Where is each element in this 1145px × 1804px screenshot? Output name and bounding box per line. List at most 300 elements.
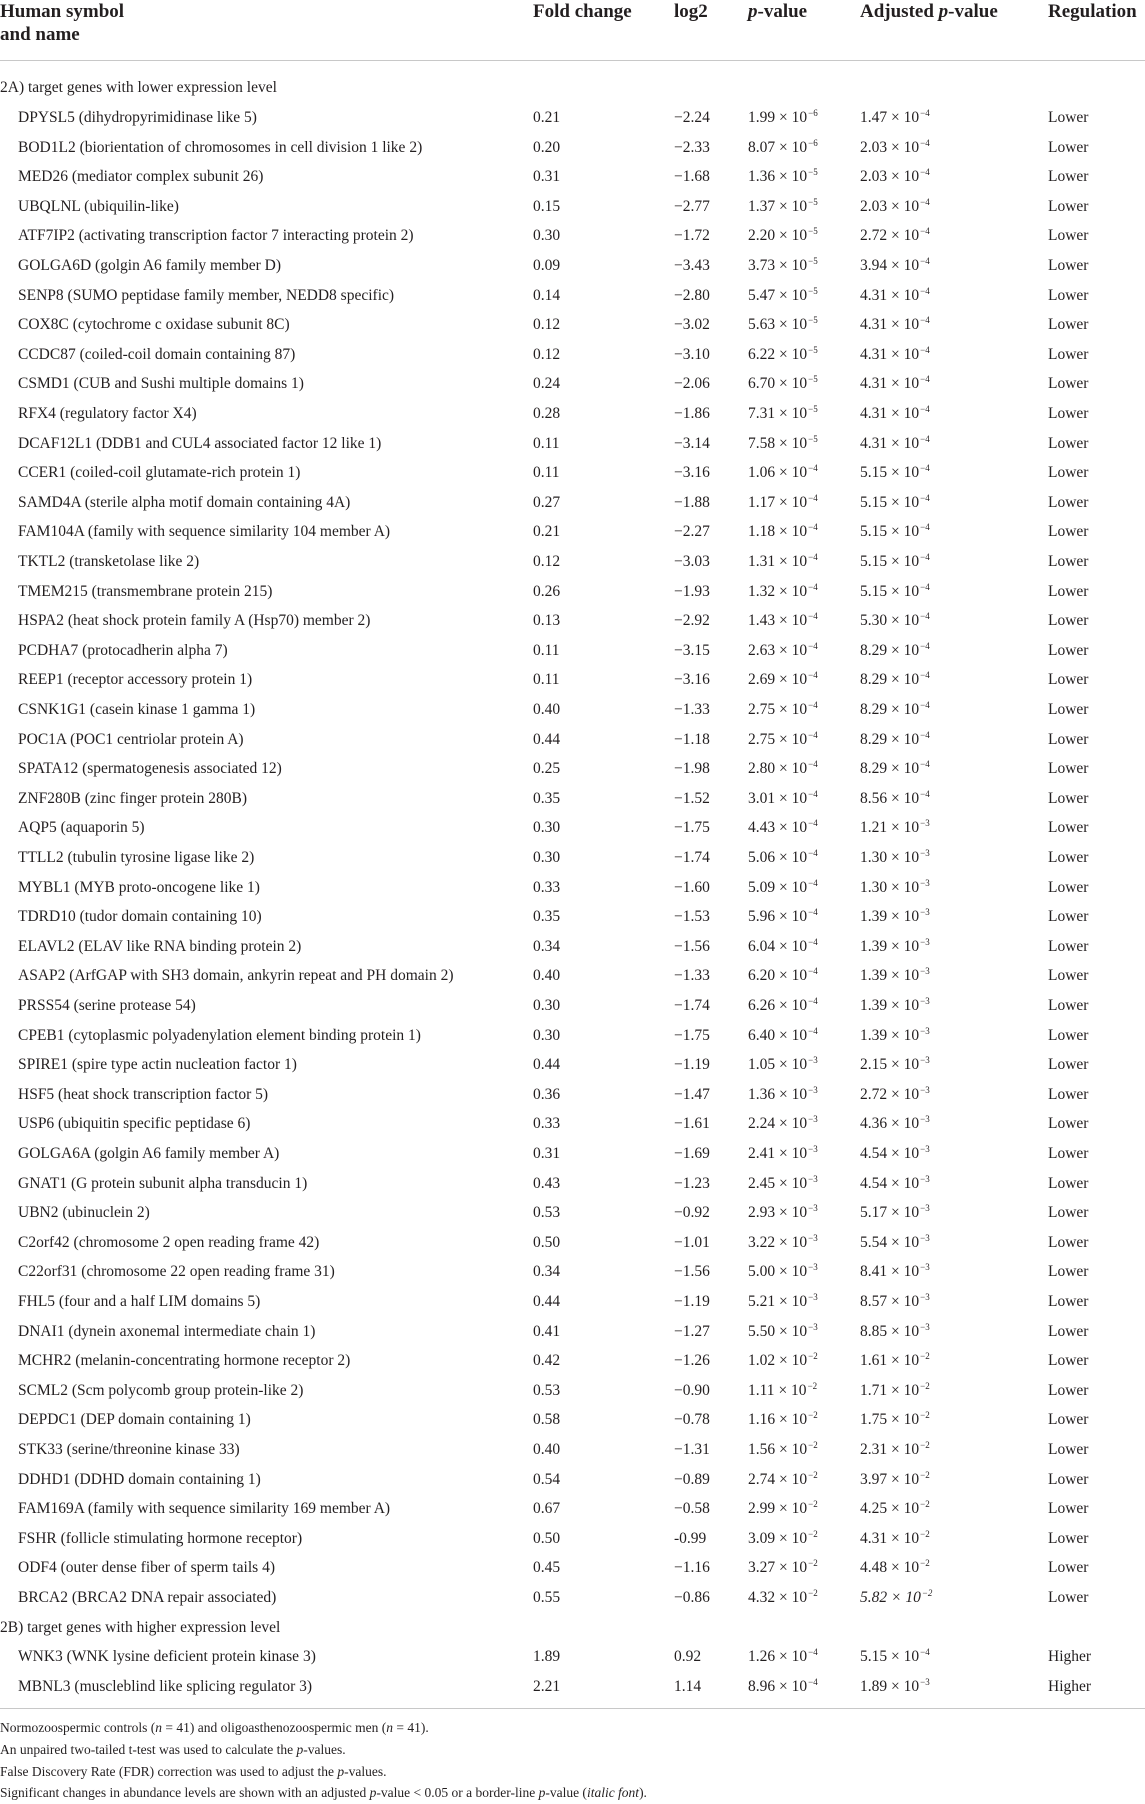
regulation: Lower bbox=[1048, 908, 1089, 926]
gene-name: DPYSL5 (dihydropyrimidinase like 5) bbox=[18, 109, 257, 126]
times-ten: × 10 bbox=[887, 405, 920, 422]
adjusted-p-value-exponent: −2 bbox=[920, 1499, 930, 1510]
regulation: Lower bbox=[1048, 641, 1089, 659]
p-value bbox=[748, 192, 818, 224]
table-row bbox=[0, 1169, 1145, 1199]
table-row bbox=[0, 784, 1145, 814]
adjusted-p-value-mantissa: 2.72 bbox=[860, 1085, 888, 1103]
log2: −1.31 bbox=[674, 1441, 710, 1458]
log2: −2.77 bbox=[674, 197, 710, 215]
times-ten: × 10 bbox=[775, 1085, 808, 1103]
adjusted-p-value-exponent: −4 bbox=[920, 492, 930, 503]
adjusted-p-value bbox=[860, 488, 930, 520]
p-value-exponent: −3 bbox=[808, 1232, 818, 1243]
fold-change: 0.24 bbox=[533, 375, 561, 393]
p-value-mantissa: 1.06 bbox=[748, 464, 776, 482]
adjusted-p-value-exponent: −3 bbox=[920, 1025, 930, 1036]
adjusted-p-value bbox=[860, 221, 930, 253]
p-value-exponent: −5 bbox=[808, 344, 818, 355]
times-ten: × 10 bbox=[775, 789, 808, 807]
log2: −1.26 bbox=[674, 1352, 710, 1370]
fold-change: 0.25 bbox=[533, 760, 561, 778]
p-value-exponent: −3 bbox=[808, 1321, 818, 1332]
regulation: Lower bbox=[1048, 286, 1089, 304]
fold-change: 0.35 bbox=[533, 789, 561, 807]
adjusted-p-value bbox=[860, 1435, 930, 1467]
adjusted-p-value bbox=[860, 1198, 930, 1230]
times-ten: × 10 bbox=[775, 937, 808, 955]
log2: −1.52 bbox=[674, 789, 710, 807]
table-row bbox=[0, 873, 1145, 903]
log2: −1.74 bbox=[674, 997, 710, 1014]
times-ten: × 10 bbox=[775, 434, 808, 452]
gene-name: CPEB1 (cytoplasmic polyadenylation element binding protein 1) bbox=[18, 1026, 421, 1044]
log2: −3.02 bbox=[674, 316, 710, 334]
p-value-exponent: −5 bbox=[808, 226, 818, 237]
log2: −0.58 bbox=[674, 1500, 710, 1518]
times-ten: × 10 bbox=[887, 1677, 920, 1695]
times-ten: × 10 bbox=[887, 1470, 920, 1488]
gene-name: SPATA12 (spermatogenesis associated 12) bbox=[18, 760, 282, 778]
adjusted-p-value-mantissa: 4.31 bbox=[860, 1529, 888, 1547]
log2: −1.75 bbox=[674, 1026, 710, 1044]
times-ten: × 10 bbox=[775, 1293, 808, 1310]
p-value-exponent: −3 bbox=[808, 1292, 818, 1302]
adjusted-p-value-mantissa: 1.89 bbox=[860, 1677, 888, 1695]
adjusted-p-value bbox=[860, 1317, 930, 1349]
adjusted-p-value-mantissa: 1.39 bbox=[860, 997, 888, 1014]
p-value-mantissa: 1.02 bbox=[748, 1352, 776, 1370]
adjusted-p-value-exponent: −4 bbox=[920, 404, 930, 414]
p-value-mantissa: 6.04 bbox=[748, 937, 776, 955]
log2: −3.03 bbox=[674, 553, 710, 570]
fold-change: 0.11 bbox=[533, 671, 560, 689]
adjusted-p-value-exponent: −2 bbox=[920, 1351, 930, 1362]
adjusted-p-value bbox=[860, 843, 930, 875]
p-value-exponent: −5 bbox=[808, 196, 818, 207]
adjusted-p-value bbox=[860, 1021, 930, 1053]
log2: −3.16 bbox=[674, 671, 710, 689]
p-value bbox=[748, 1317, 818, 1349]
adjusted-p-value bbox=[860, 1524, 930, 1556]
times-ten: × 10 bbox=[775, 168, 808, 186]
adjusted-p-value bbox=[860, 873, 930, 905]
adjusted-p-value bbox=[860, 606, 930, 638]
times-ten: × 10 bbox=[887, 345, 920, 363]
p-value-mantissa: 1.31 bbox=[748, 553, 776, 570]
p-value bbox=[748, 458, 818, 490]
adjusted-p-value-mantissa: 4.31 bbox=[860, 286, 888, 304]
adjusted-p-value bbox=[860, 1109, 930, 1141]
times-ten: × 10 bbox=[775, 878, 808, 896]
p-value bbox=[748, 606, 818, 638]
p-value-exponent: −4 bbox=[808, 1025, 818, 1036]
fold-change: 0.67 bbox=[533, 1500, 561, 1518]
adjusted-p-value bbox=[860, 813, 930, 845]
fold-change: 0.55 bbox=[533, 1589, 561, 1606]
times-ten: × 10 bbox=[887, 1648, 920, 1666]
footnote-part: n bbox=[386, 1720, 394, 1735]
times-ten: × 10 bbox=[775, 1145, 808, 1162]
adjusted-p-value bbox=[860, 784, 930, 816]
p-value-mantissa: 2.75 bbox=[748, 730, 776, 748]
adjusted-p-value-mantissa: 4.25 bbox=[860, 1500, 888, 1518]
times-ten: × 10 bbox=[775, 345, 808, 363]
section-label: 2B) target genes with higher expression level bbox=[0, 1618, 281, 1636]
adjusted-p-value bbox=[860, 1642, 930, 1674]
adjusted-p-value-mantissa: 1.39 bbox=[860, 908, 888, 926]
p-value-mantissa: 5.06 bbox=[748, 849, 776, 866]
p-value-exponent: −5 bbox=[808, 315, 818, 326]
footnote-part: Significant changes in abundance levels are shown with an adjusted bbox=[0, 1785, 370, 1800]
adjusted-p-value-mantissa: 8.29 bbox=[860, 760, 888, 778]
gene-name: PCDHA7 (protocadherin alpha 7) bbox=[18, 641, 228, 659]
fold-change: 0.11 bbox=[533, 464, 560, 482]
adjusted-p-value-mantissa: 2.03 bbox=[860, 168, 888, 186]
header-name-line2: and name bbox=[0, 24, 80, 45]
adjusted-p-value-exponent: −4 bbox=[920, 137, 930, 148]
adjusted-p-value-mantissa: 5.17 bbox=[860, 1204, 888, 1222]
adjusted-p-value-exponent: −4 bbox=[920, 344, 930, 355]
gene-name: ASAP2 (ArfGAP with SH3 domain, ankyrin repeat and PH domain 2) bbox=[18, 967, 454, 985]
fold-change: 0.31 bbox=[533, 1145, 561, 1162]
p-value bbox=[748, 932, 818, 964]
regulation: Lower bbox=[1048, 1470, 1089, 1488]
fold-change: 0.58 bbox=[533, 1411, 561, 1429]
adjusted-p-value bbox=[860, 932, 930, 964]
regulation: Lower bbox=[1048, 316, 1089, 334]
adjusted-p-value-exponent: −3 bbox=[920, 1321, 930, 1332]
fold-change: 0.54 bbox=[533, 1470, 561, 1488]
adjusted-p-value-mantissa: 4.54 bbox=[860, 1174, 888, 1192]
times-ten: × 10 bbox=[774, 1381, 807, 1399]
regulation: Lower bbox=[1048, 701, 1089, 718]
p-value-mantissa: 5.63 bbox=[748, 316, 776, 334]
adjusted-p-value bbox=[860, 103, 930, 135]
fold-change: 0.44 bbox=[533, 1056, 561, 1074]
adjusted-p-value-exponent: −4 bbox=[920, 729, 930, 740]
adjusted-p-value-mantissa: 4.48 bbox=[860, 1559, 888, 1577]
adjusted-p-value bbox=[860, 754, 930, 786]
adjusted-p-value-exponent: −4 bbox=[920, 167, 930, 178]
log2: −0.92 bbox=[674, 1204, 710, 1222]
header-adj-rest: -value bbox=[948, 1, 998, 22]
times-ten: × 10 bbox=[887, 1293, 920, 1310]
fold-change: 0.34 bbox=[533, 937, 561, 955]
adjusted-p-value bbox=[860, 458, 930, 490]
p-value-mantissa: 3.09 bbox=[748, 1529, 776, 1547]
adjusted-p-value-exponent: −4 bbox=[920, 700, 930, 710]
log2: −1.23 bbox=[674, 1174, 710, 1192]
fold-change: 0.09 bbox=[533, 257, 561, 274]
p-value bbox=[748, 517, 818, 549]
gene-name: HSF5 (heat shock transcription factor 5) bbox=[18, 1085, 269, 1103]
p-value bbox=[748, 221, 818, 253]
adjusted-p-value-exponent: −4 bbox=[920, 670, 930, 681]
p-value-mantissa: 1.36 bbox=[748, 1085, 776, 1103]
gene-name: PRSS54 (serine protease 54) bbox=[18, 997, 196, 1014]
adjusted-p-value-mantissa: 5.15 bbox=[860, 464, 888, 482]
p-value-exponent: −4 bbox=[808, 907, 818, 918]
times-ten: × 10 bbox=[775, 1441, 808, 1458]
gene-name: ELAVL2 (ELAV like RNA binding protein 2) bbox=[18, 937, 302, 955]
footnote-part: = 41). bbox=[393, 1720, 429, 1735]
table-row bbox=[0, 281, 1145, 311]
times-ten: × 10 bbox=[775, 671, 808, 689]
adjusted-p-value bbox=[860, 547, 930, 579]
regulation: Lower bbox=[1048, 878, 1089, 896]
log2: 0.92 bbox=[674, 1648, 702, 1666]
adjusted-p-value-mantissa: 2.31 bbox=[860, 1441, 888, 1458]
adjusted-p-value-mantissa: 8.41 bbox=[860, 1263, 888, 1281]
times-ten: × 10 bbox=[775, 1648, 808, 1666]
footnote-part: p bbox=[538, 1785, 546, 1800]
adjusted-p-value-mantissa: 5.30 bbox=[860, 612, 888, 630]
regulation: Lower bbox=[1048, 197, 1089, 215]
p-value-mantissa: 1.05 bbox=[748, 1056, 776, 1074]
gene-name: ZNF280B (zinc finger protein 280B) bbox=[18, 789, 248, 807]
adjusted-p-value-mantissa: 8.56 bbox=[860, 789, 888, 807]
table-row bbox=[0, 310, 1145, 340]
table-row bbox=[0, 1198, 1145, 1228]
adjusted-p-value-exponent: −4 bbox=[920, 788, 930, 799]
adjusted-p-value-mantissa: 3.97 bbox=[860, 1470, 888, 1488]
regulation: Lower bbox=[1048, 760, 1089, 778]
adjusted-p-value-exponent: −3 bbox=[920, 1292, 930, 1302]
table-row bbox=[0, 1672, 1145, 1702]
footnote-part: -values. bbox=[344, 1764, 387, 1779]
adjusted-p-value-exponent: −2 bbox=[920, 1558, 930, 1569]
p-value-mantissa: 2.41 bbox=[748, 1145, 776, 1162]
regulation: Lower bbox=[1048, 849, 1089, 866]
regulation: Lower bbox=[1048, 553, 1089, 570]
gene-name: SCML2 (Scm polycomb group protein-like 2) bbox=[18, 1381, 304, 1399]
log2: −0.90 bbox=[674, 1381, 710, 1399]
fold-change: 0.50 bbox=[533, 1233, 561, 1251]
p-value bbox=[748, 1346, 818, 1378]
adjusted-p-value-exponent: −3 bbox=[920, 1055, 930, 1066]
times-ten: × 10 bbox=[775, 227, 808, 245]
adjusted-p-value bbox=[860, 665, 930, 697]
p-value bbox=[748, 784, 818, 816]
log2: −2.24 bbox=[674, 109, 710, 126]
p-value-exponent: −4 bbox=[808, 611, 818, 622]
p-value-exponent: −5 bbox=[808, 404, 818, 414]
p-value bbox=[748, 1642, 818, 1674]
adjusted-p-value-mantissa: 4.36 bbox=[860, 1115, 888, 1133]
gene-name: HSPA2 (heat shock protein family A (Hsp70) member 2) bbox=[18, 612, 371, 630]
log2: −2.27 bbox=[674, 523, 710, 541]
p-value-mantissa: 3.73 bbox=[748, 257, 776, 274]
fold-change: 0.12 bbox=[533, 345, 561, 363]
regulation: Lower bbox=[1048, 1233, 1089, 1251]
adjusted-p-value-mantissa: 4.31 bbox=[860, 434, 888, 452]
table-row bbox=[0, 695, 1145, 725]
p-value-mantissa: 1.56 bbox=[748, 1441, 776, 1458]
times-ten: × 10 bbox=[887, 1145, 920, 1162]
section-header-row bbox=[0, 1613, 1145, 1643]
fold-change: 0.53 bbox=[533, 1381, 561, 1399]
adjusted-p-value-exponent: −4 bbox=[920, 196, 930, 207]
fold-change: 0.43 bbox=[533, 1174, 561, 1192]
gene-name: WNK3 (WNK lysine deficient protein kinase 3) bbox=[18, 1648, 316, 1666]
table-row bbox=[0, 162, 1145, 192]
p-value-exponent: −4 bbox=[808, 1676, 818, 1687]
table-row bbox=[0, 1139, 1145, 1169]
times-ten: × 10 bbox=[775, 1026, 808, 1044]
table-row bbox=[0, 843, 1145, 873]
times-ten: × 10 bbox=[775, 1056, 808, 1074]
regulation: Lower bbox=[1048, 1293, 1089, 1310]
adjusted-p-value-exponent: −4 bbox=[920, 759, 930, 770]
adjusted-p-value bbox=[860, 517, 930, 549]
log2: −3.16 bbox=[674, 464, 710, 482]
adjusted-p-value-exponent: −4 bbox=[920, 640, 930, 651]
adjusted-p-value-exponent: −3 bbox=[920, 1144, 930, 1154]
regulation: Lower bbox=[1048, 997, 1089, 1014]
adjusted-p-value-mantissa: 2.15 bbox=[860, 1056, 888, 1074]
table-row bbox=[0, 221, 1145, 251]
fold-change: 0.30 bbox=[533, 849, 561, 866]
footnote-part: -values. bbox=[303, 1742, 346, 1757]
adjusted-p-value-mantissa: 8.57 bbox=[860, 1293, 888, 1310]
times-ten: × 10 bbox=[887, 138, 920, 156]
times-ten: × 10 bbox=[775, 257, 808, 274]
section-label: 2A) target genes with lower expression level bbox=[0, 79, 277, 97]
regulation: Lower bbox=[1048, 582, 1089, 600]
times-ten: × 10 bbox=[775, 523, 808, 541]
p-value-mantissa: 2.75 bbox=[748, 701, 776, 718]
p-value bbox=[748, 1021, 818, 1053]
p-value-mantissa: 6.40 bbox=[748, 1026, 776, 1044]
regulation: Lower bbox=[1048, 109, 1089, 126]
table-row bbox=[0, 399, 1145, 429]
adjusted-p-value-mantissa: 2.72 bbox=[860, 227, 888, 245]
log2: −1.74 bbox=[674, 849, 710, 866]
p-value-mantissa: 2.20 bbox=[748, 227, 776, 245]
header-name bbox=[0, 0, 124, 46]
times-ten: × 10 bbox=[775, 908, 808, 926]
log2: 1.14 bbox=[674, 1677, 702, 1695]
times-ten: × 10 bbox=[887, 434, 920, 452]
p-value bbox=[748, 843, 818, 875]
fold-change: 0.36 bbox=[533, 1085, 561, 1103]
fold-change: 0.30 bbox=[533, 997, 561, 1014]
adjusted-p-value bbox=[860, 1672, 930, 1704]
p-value bbox=[748, 813, 818, 845]
header-adj-italic: p bbox=[938, 1, 949, 22]
header-log2: log2 bbox=[674, 1, 708, 22]
p-value bbox=[748, 1109, 818, 1141]
p-value bbox=[748, 1080, 818, 1112]
times-ten: × 10 bbox=[775, 1322, 808, 1340]
gene-name: SAMD4A (sterile alpha motif domain containing 4A) bbox=[18, 493, 351, 511]
regulation: Lower bbox=[1048, 730, 1089, 748]
p-value bbox=[748, 577, 818, 609]
p-value-mantissa: 4.43 bbox=[748, 819, 776, 837]
p-value-exponent: −5 bbox=[808, 374, 818, 385]
header-adj-pre: Adjusted bbox=[860, 1, 939, 22]
regulation: Lower bbox=[1048, 227, 1089, 245]
p-value-exponent: −4 bbox=[808, 966, 818, 977]
footnote-part: p bbox=[296, 1742, 304, 1757]
fold-change: 1.89 bbox=[533, 1648, 561, 1666]
times-ten: × 10 bbox=[775, 375, 808, 393]
gene-name: AQP5 (aquaporin 5) bbox=[18, 819, 145, 837]
p-value-mantissa: 2.45 bbox=[748, 1174, 776, 1192]
adjusted-p-value-mantissa: 1.75 bbox=[860, 1411, 888, 1429]
p-value-mantissa: 2.24 bbox=[748, 1115, 776, 1133]
adjusted-p-value-mantissa: 8.29 bbox=[860, 671, 888, 689]
p-value-mantissa: 5.09 bbox=[748, 878, 776, 896]
p-value-mantissa: 6.26 bbox=[748, 997, 776, 1014]
adjusted-p-value bbox=[860, 1050, 930, 1082]
footnote-part: -value ( bbox=[545, 1785, 587, 1800]
gene-name: DDHD1 (DDHD domain containing 1) bbox=[18, 1470, 261, 1488]
log2: −2.33 bbox=[674, 138, 710, 156]
p-value-exponent: −4 bbox=[808, 729, 818, 740]
p-value-mantissa: 3.22 bbox=[748, 1233, 776, 1251]
fold-change: 0.33 bbox=[533, 878, 561, 896]
fold-change: 0.11 bbox=[533, 641, 560, 659]
table-row bbox=[0, 1376, 1145, 1406]
log2: −0.78 bbox=[674, 1411, 710, 1429]
log2: −1.27 bbox=[674, 1322, 710, 1340]
gene-name: CSMD1 (CUB and Sushi multiple domains 1) bbox=[18, 375, 304, 393]
times-ten: × 10 bbox=[775, 138, 808, 156]
table-row bbox=[0, 754, 1145, 784]
p-value-mantissa: 5.96 bbox=[748, 908, 776, 926]
times-ten: × 10 bbox=[887, 375, 920, 393]
regulation: Lower bbox=[1048, 168, 1089, 186]
p-value bbox=[748, 162, 818, 194]
adjusted-p-value-exponent: −3 bbox=[920, 1114, 930, 1125]
gene-name: FAM169A (family with sequence similarity 169 member A) bbox=[18, 1500, 391, 1518]
gene-name: ODF4 (outer dense fiber of sperm tails 4) bbox=[18, 1559, 275, 1577]
regulation: Lower bbox=[1048, 612, 1089, 630]
gene-name: STK33 (serine/threonine kinase 33) bbox=[18, 1441, 240, 1458]
adjusted-p-value-exponent: −4 bbox=[920, 522, 930, 533]
table-row bbox=[0, 902, 1145, 932]
times-ten: × 10 bbox=[775, 405, 808, 422]
regulation: Lower bbox=[1048, 1056, 1089, 1074]
table-row bbox=[0, 1405, 1145, 1435]
p-value bbox=[748, 1553, 818, 1585]
times-ten: × 10 bbox=[887, 997, 920, 1014]
regulation: Lower bbox=[1048, 819, 1089, 837]
gene-name: FHL5 (four and a half LIM domains 5) bbox=[18, 1293, 261, 1310]
regulation: Lower bbox=[1048, 789, 1089, 807]
regulation: Lower bbox=[1048, 1026, 1089, 1044]
adjusted-p-value bbox=[860, 725, 930, 757]
times-ten: × 10 bbox=[775, 493, 808, 511]
p-value-mantissa: 1.11 bbox=[748, 1381, 775, 1399]
log2: −1.19 bbox=[674, 1056, 710, 1074]
adjusted-p-value-mantissa: 1.39 bbox=[860, 967, 888, 985]
table-row bbox=[0, 1109, 1145, 1139]
fold-change: 0.34 bbox=[533, 1263, 561, 1281]
regulation: Lower bbox=[1048, 1589, 1089, 1606]
table-row bbox=[0, 1583, 1145, 1613]
p-value bbox=[748, 1169, 818, 1201]
times-ten: × 10 bbox=[887, 701, 920, 718]
p-value-mantissa: 5.00 bbox=[748, 1263, 776, 1281]
p-value-mantissa: 1.37 bbox=[748, 197, 776, 215]
gene-name: POC1A (POC1 centriolar protein A) bbox=[18, 730, 244, 748]
p-value-mantissa: 1.99 bbox=[748, 109, 776, 126]
times-ten: × 10 bbox=[887, 1174, 920, 1192]
p-value-mantissa: 2.80 bbox=[748, 760, 776, 778]
